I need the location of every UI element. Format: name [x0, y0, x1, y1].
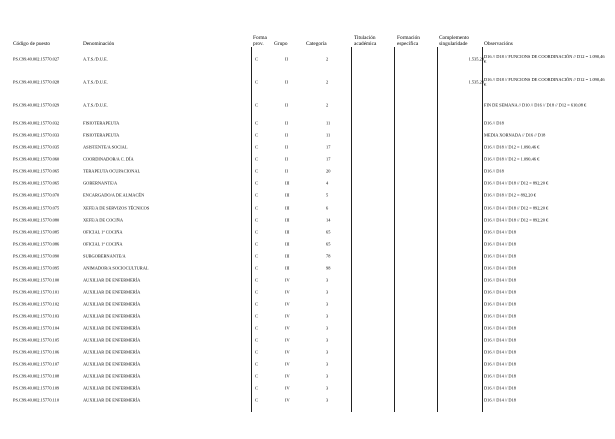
cell-code: PS.C99.40.002.15770.029: [13, 102, 60, 108]
cell-denominacion: A.T.S./D.U.E.: [83, 79, 108, 85]
header-forma-prov: Forma prov.: [253, 35, 267, 47]
cell-code: PS.C99.40.002.15770.065: [13, 180, 60, 186]
cell-forma-prov: C: [255, 337, 258, 343]
cell-observaciones: D16 // D14 // D18: [484, 373, 516, 379]
cell-denominacion: COORDINADOR/A C. DÍA: [83, 156, 134, 162]
cell-grupo: II: [285, 56, 288, 62]
table-row: [0, 286, 615, 298]
cell-denominacion: TERAPEUTA OCUPACIONAL: [83, 168, 141, 174]
table-body: [0, 47, 615, 406]
cell-categoria: 3: [326, 373, 329, 379]
cell-denominacion: AUXILIAR DE ENFERMERÍA: [83, 313, 141, 319]
cell-categoria: 11: [326, 120, 331, 126]
cell-forma-prov: C: [255, 229, 258, 235]
cell-code: PS.C99.40.002.15770.035: [13, 144, 60, 150]
header-titulacion: Titulación académica: [354, 35, 377, 47]
header-grupo: Grupo: [274, 41, 288, 47]
table-row: [0, 310, 615, 322]
table-row: [0, 202, 615, 214]
table-row: [0, 226, 615, 238]
cell-forma-prov: C: [255, 301, 258, 307]
table-row: [0, 141, 615, 153]
cell-grupo: II: [285, 156, 288, 162]
cell-categoria: 5: [326, 192, 329, 198]
cell-code: PS.C99.40.002.15770.028: [13, 79, 60, 85]
cell-denominacion: AUXILIAR DE ENFERMERÍA: [83, 325, 141, 331]
cell-categoria: 3: [326, 349, 329, 355]
table-row: [0, 298, 615, 310]
cell-code: PS.C99.40.002.15770.065: [13, 168, 60, 174]
cell-code: PS.C99.40.002.15770.100: [13, 277, 60, 283]
cell-complemento: 1.535,28: [468, 56, 484, 62]
cell-categoria: 3: [326, 337, 329, 343]
cell-denominacion: AUXILIAR DE ENFERMERÍA: [83, 301, 141, 307]
cell-categoria: 11: [326, 132, 331, 138]
cell-denominacion: AUXILIAR DE ENFERMERÍA: [83, 337, 141, 343]
cell-denominacion: ENCARGADO/A DE ALMACÉN: [83, 192, 145, 198]
cell-observaciones: D16 // D14 // D18: [484, 349, 516, 355]
cell-forma-prov: C: [255, 192, 258, 198]
cell-observaciones: D16 // D14 // D18: [484, 289, 516, 295]
cell-categoria: 2: [326, 79, 329, 85]
header-denominacion: Denominación: [83, 41, 115, 47]
table-row: [0, 94, 615, 117]
cell-observaciones: D16 // D14 // D18: [484, 313, 516, 319]
cell-categoria: 3: [326, 277, 329, 283]
cell-grupo: IV: [285, 313, 290, 319]
cell-grupo: IV: [285, 301, 290, 307]
table-row: [0, 214, 615, 226]
cell-categoria: 14: [326, 217, 331, 223]
cell-forma-prov: C: [255, 56, 258, 62]
cell-categoria: 65: [326, 229, 331, 235]
header-observaciones: Observacións: [484, 41, 513, 47]
cell-grupo: IV: [285, 397, 290, 403]
cell-observaciones: D16 // D14 // D18: [484, 301, 516, 307]
table-row: [0, 322, 615, 334]
cell-grupo: IV: [285, 361, 290, 367]
cell-code: PS.C99.40.002.15770.105: [13, 337, 60, 343]
cell-categoria: 3: [326, 301, 329, 307]
cell-code: PS.C99.40.002.15770.095: [13, 265, 60, 271]
cell-grupo: IV: [285, 373, 290, 379]
cell-grupo: II: [285, 120, 288, 126]
cell-categoria: 17: [326, 144, 331, 150]
cell-forma-prov: C: [255, 397, 258, 403]
cell-code: PS.C99.40.002.15770.108: [13, 373, 60, 379]
cell-forma-prov: C: [255, 325, 258, 331]
cell-code: PS.C99.40.002.15770.085: [13, 229, 60, 235]
cell-grupo: III: [285, 241, 290, 247]
cell-observaciones: D16 // D14 // D18: [484, 241, 516, 247]
table-row: [0, 129, 615, 141]
cell-categoria: 4: [326, 180, 329, 186]
table-row: [0, 70, 615, 93]
cell-denominacion: ANIMADOR/A SOCIOCULTURAL: [83, 265, 149, 271]
cell-grupo: IV: [285, 349, 290, 355]
cell-observaciones: D16 // D14 // D18 // D12 = 892,20 €: [484, 180, 549, 186]
cell-code: PS.C99.40.002.15770.080: [13, 217, 60, 223]
cell-forma-prov: C: [255, 168, 258, 174]
table-row: [0, 153, 615, 165]
cell-code: PS.C99.40.002.15770.070: [13, 192, 60, 198]
cell-code: PS.C99.40.002.15770.032: [13, 120, 60, 126]
cell-denominacion: FISIOTERAPEUTA: [83, 120, 120, 126]
table-row: [0, 117, 615, 129]
cell-forma-prov: C: [255, 120, 258, 126]
cell-observaciones: D16 // D14 // D18 // D12 = 892,20 €: [484, 205, 549, 211]
cell-observaciones: D16 // D18 // D12 = 1.090,46 €: [484, 144, 540, 150]
cell-denominacion: XEFE/A DE COCIÑA: [83, 217, 124, 223]
cell-denominacion: OFICIAL 1ª COCIÑA: [83, 229, 123, 235]
cell-categoria: 3: [326, 397, 329, 403]
table-row: [0, 189, 615, 201]
cell-denominacion: XEFE/A DE SERVIZOS TÉCNICOS: [83, 205, 150, 211]
cell-denominacion: OFICIAL 1ª COCIÑA: [83, 241, 123, 247]
cell-observaciones: D16 // D14 // D18: [484, 397, 516, 403]
cell-complemento: 1.535,28: [468, 79, 484, 85]
cell-grupo: II: [285, 168, 288, 174]
cell-grupo: II: [285, 132, 288, 138]
cell-categoria: 3: [326, 289, 329, 295]
cell-grupo: IV: [285, 277, 290, 283]
cell-observaciones: D16 // D18: [484, 120, 504, 126]
cell-code: PS.C99.40.002.15770.086: [13, 241, 60, 247]
cell-forma-prov: C: [255, 277, 258, 283]
cell-code: PS.C99.40.002.15770.102: [13, 301, 60, 307]
cell-denominacion: FISIOTERAPEUTA: [83, 132, 120, 138]
header-codigo: Código de puesto: [13, 41, 51, 47]
cell-observaciones: D16 // D18 // D12 = 892,20 €: [484, 192, 536, 198]
table-row: [0, 274, 615, 286]
cell-grupo: III: [285, 192, 290, 198]
cell-grupo: IV: [285, 385, 290, 391]
cell-categoria: 20: [326, 168, 331, 174]
cell-categoria: 3: [326, 361, 329, 367]
cell-forma-prov: C: [255, 253, 258, 259]
cell-grupo: II: [285, 79, 288, 85]
cell-observaciones: D16 // D14 // D18: [484, 361, 516, 367]
cell-categoria: 3: [326, 325, 329, 331]
cell-code: PS.C99.40.002.15770.033: [13, 132, 60, 138]
cell-observaciones: D16 // D14 // D18: [484, 325, 516, 331]
cell-grupo: IV: [285, 325, 290, 331]
cell-grupo: IV: [285, 289, 290, 295]
cell-grupo: III: [285, 180, 290, 186]
table-row: [0, 238, 615, 250]
cell-observaciones: D16 // D14 // D18: [484, 229, 516, 235]
cell-forma-prov: C: [255, 289, 258, 295]
cell-code: PS.C99.40.002.15770.027: [13, 56, 60, 62]
cell-code: PS.C99.40.002.15770.106: [13, 349, 60, 355]
cell-observaciones: MEDIA XORNADA // D16 // D18: [484, 132, 546, 138]
cell-observaciones: D16 // D14 // D18: [484, 265, 516, 271]
cell-observaciones: D16 // D14 // D18 // D12 = 892,20 €: [484, 217, 549, 223]
cell-forma-prov: C: [255, 241, 258, 247]
table-row: [0, 358, 615, 370]
cell-forma-prov: C: [255, 217, 258, 223]
cell-categoria: 2: [326, 56, 329, 62]
cell-forma-prov: C: [255, 349, 258, 355]
cell-code: PS.C99.40.002.15770.101: [13, 289, 60, 295]
cell-observaciones: FIN DE SEMANA // D10 // D16 // D18 // D12 = 610,08 €: [484, 102, 587, 108]
cell-code: PS.C99.40.002.15770.107: [13, 361, 60, 367]
cell-grupo: III: [285, 265, 290, 271]
cell-denominacion: AUXILIAR DE ENFERMERÍA: [83, 385, 141, 391]
cell-grupo: III: [285, 205, 290, 211]
cell-forma-prov: C: [255, 361, 258, 367]
table-row: [0, 394, 615, 406]
cell-code: PS.C99.40.002.15770.104: [13, 325, 60, 331]
cell-observaciones: D16 // D18 // D12 = 1.090,46 €: [484, 156, 540, 162]
cell-categoria: 6: [326, 205, 329, 211]
table-row: [0, 334, 615, 346]
table-row: [0, 165, 615, 177]
cell-denominacion: A.T.S./D.U.E.: [83, 56, 108, 62]
cell-denominacion: AUXILIAR DE ENFERMERÍA: [83, 361, 141, 367]
cell-forma-prov: C: [255, 102, 258, 108]
cell-observaciones: D16 // D14 // D18: [484, 253, 516, 259]
cell-grupo: II: [285, 144, 288, 150]
cell-observaciones: D16 // D14 // D18: [484, 277, 516, 283]
cell-code: PS.C99.40.002.15770.109: [13, 385, 60, 391]
cell-categoria: 98: [326, 265, 331, 271]
cell-denominacion: SUBGOBERNANTE/A: [83, 253, 126, 259]
cell-denominacion: AUXILIAR DE ENFERMERÍA: [83, 349, 141, 355]
cell-grupo: II: [285, 102, 288, 108]
cell-denominacion: AUXILIAR DE ENFERMERÍA: [83, 397, 141, 403]
cell-code: PS.C99.40.002.15770.075: [13, 205, 60, 211]
cell-categoria: 65: [326, 241, 331, 247]
cell-categoria: 2: [326, 102, 329, 108]
cell-grupo: III: [285, 253, 290, 259]
cell-categoria: 3: [326, 385, 329, 391]
table-row: [0, 47, 615, 70]
cell-code: PS.C99.40.002.15770.110: [13, 397, 60, 403]
table-row: [0, 382, 615, 394]
cell-forma-prov: C: [255, 156, 258, 162]
cell-denominacion: AUXILIAR DE ENFERMERÍA: [83, 277, 141, 283]
cell-categoria: 3: [326, 313, 329, 319]
table-row: [0, 177, 615, 189]
cell-forma-prov: C: [255, 265, 258, 271]
cell-observaciones: D16 // D18 // FUNCIONS DE COORDINACIÓN // D12 = 1.090,46 €: [484, 77, 605, 88]
cell-code: PS.C99.40.002.15770.090: [13, 253, 60, 259]
cell-forma-prov: C: [255, 313, 258, 319]
cell-denominacion: GOBERNANTE/A: [83, 180, 118, 186]
cell-categoria: 17: [326, 156, 331, 162]
header-complemento: Complemento singularidade: [439, 35, 470, 47]
cell-observaciones: D16 // D18: [484, 168, 504, 174]
cell-forma-prov: C: [255, 205, 258, 211]
cell-forma-prov: C: [255, 79, 258, 85]
cell-denominacion: ASISTENTE/A SOCIAL: [83, 144, 128, 150]
header-formacion: Formación específica: [397, 35, 420, 47]
table-row: [0, 346, 615, 358]
cell-code: PS.C99.40.002.15770.103: [13, 313, 60, 319]
table-row: [0, 250, 615, 262]
header-categoria: Categoría: [306, 41, 327, 47]
cell-denominacion: AUXILIAR DE ENFERMERÍA: [83, 373, 141, 379]
cell-observaciones: D16 // D14 // D18: [484, 337, 516, 343]
cell-observaciones: D16 // D18 // FUNCIONS DE COORDINACIÓN // D12 = 1.090,46 €: [484, 53, 605, 64]
cell-forma-prov: C: [255, 385, 258, 391]
cell-grupo: III: [285, 217, 290, 223]
cell-forma-prov: C: [255, 132, 258, 138]
cell-denominacion: A.T.S./D.U.E.: [83, 102, 108, 108]
table-row: [0, 262, 615, 274]
cell-observaciones: D16 // D14 // D18: [484, 385, 516, 391]
table-row: [0, 370, 615, 382]
cell-forma-prov: C: [255, 373, 258, 379]
cell-categoria: 78: [326, 253, 331, 259]
cell-forma-prov: C: [255, 180, 258, 186]
cell-grupo: IV: [285, 337, 290, 343]
cell-code: PS.C99.40.002.15770.060: [13, 156, 60, 162]
cell-denominacion: AUXILIAR DE ENFERMERÍA: [83, 289, 141, 295]
cell-grupo: III: [285, 229, 290, 235]
cell-forma-prov: C: [255, 144, 258, 150]
